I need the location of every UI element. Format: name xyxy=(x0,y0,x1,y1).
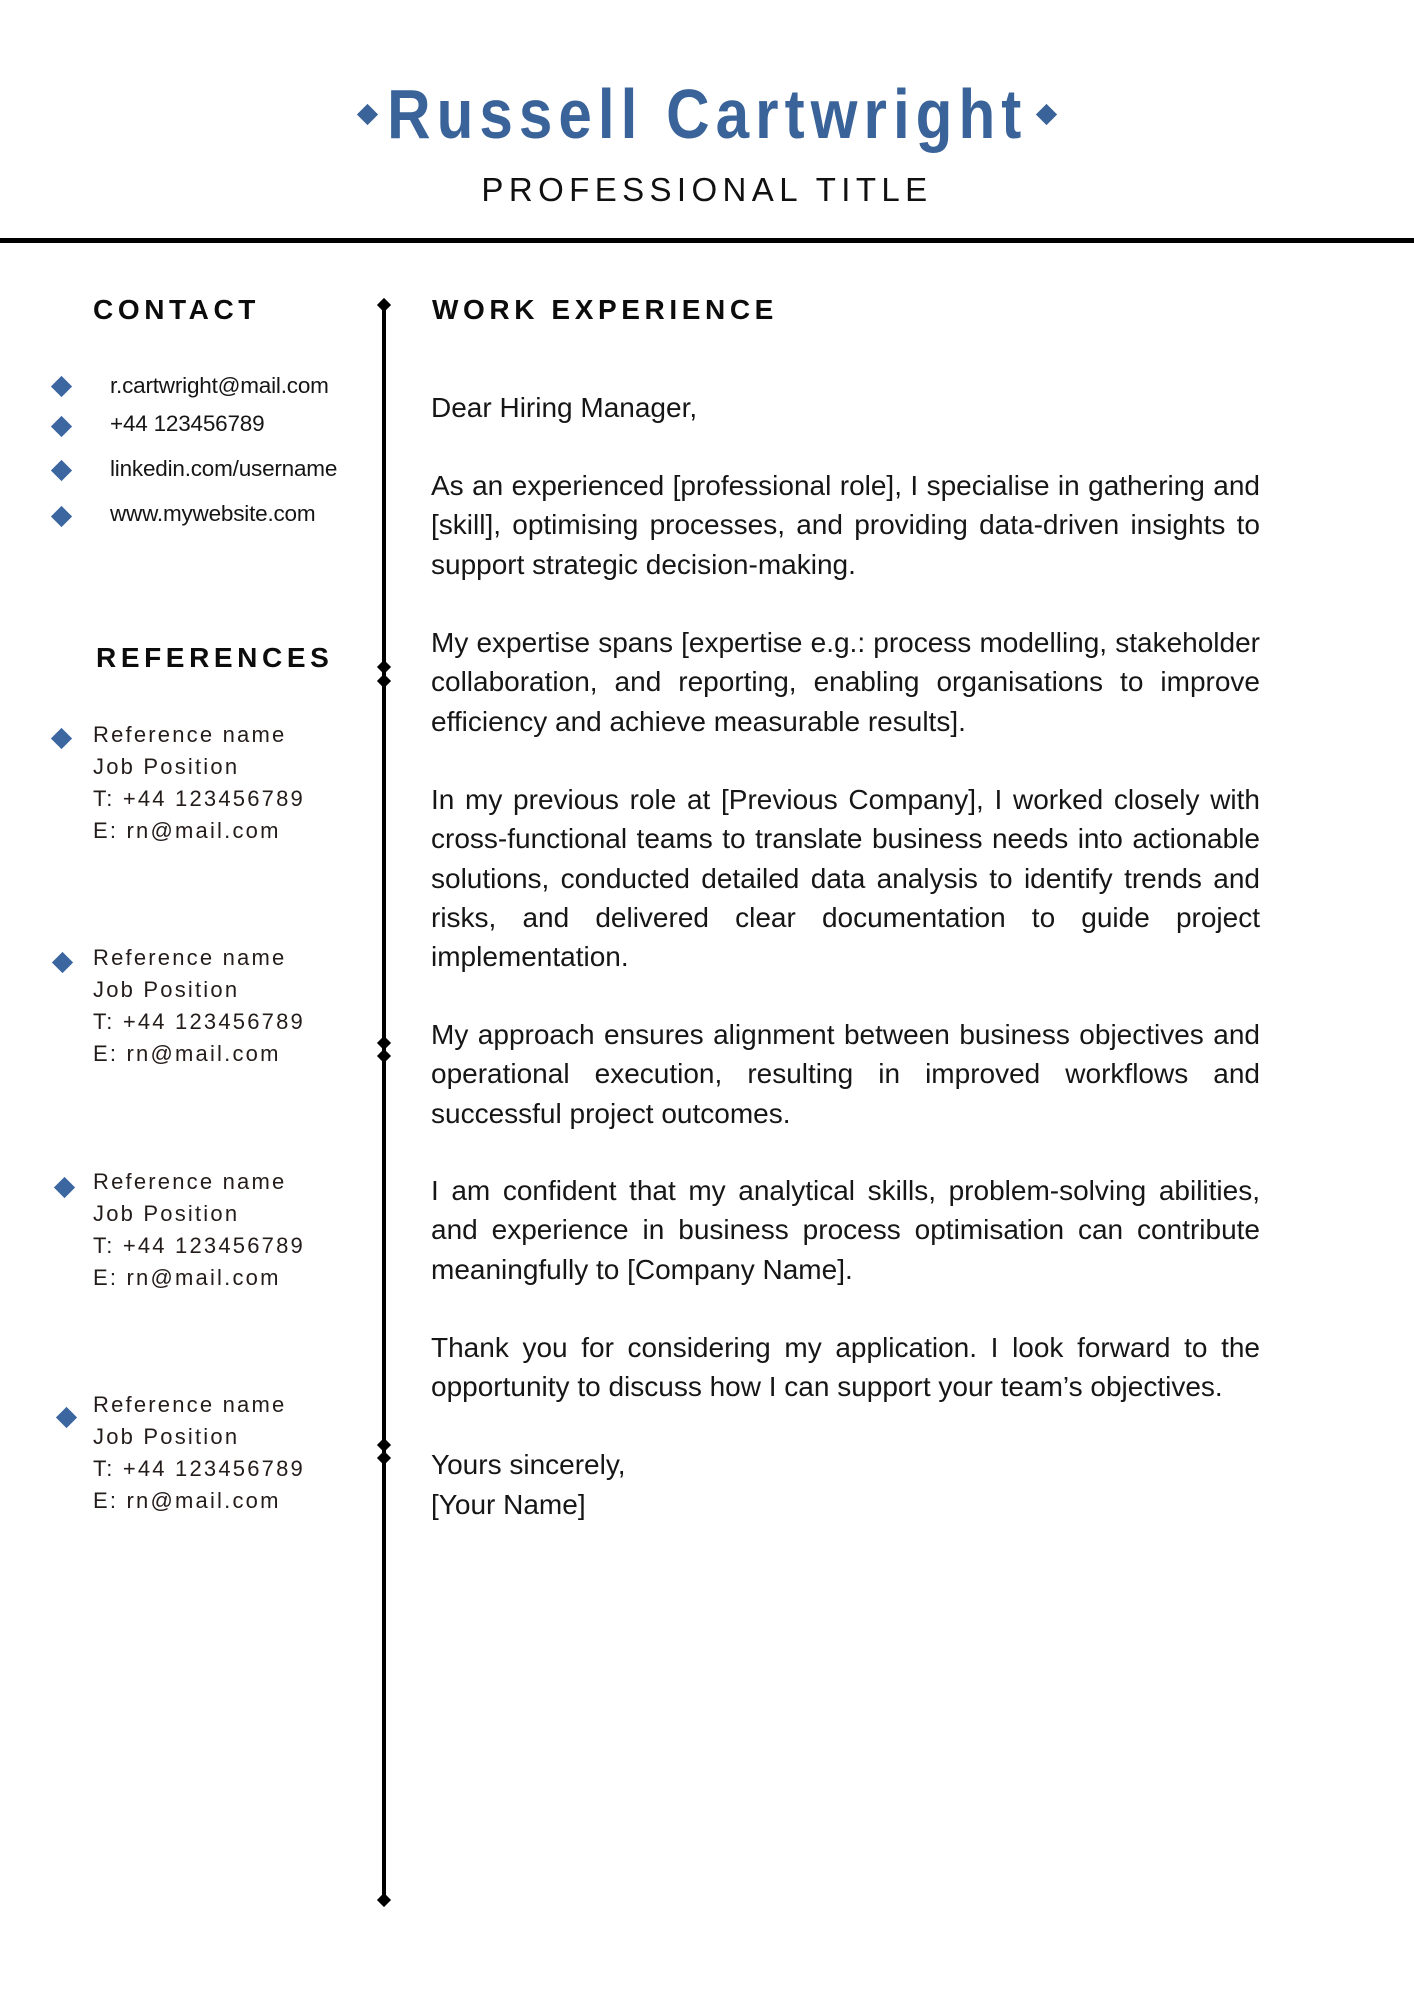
diamond-bullet-icon xyxy=(51,460,72,481)
reference-position: Job Position xyxy=(93,977,240,1002)
reference-email: E: rn@mail.com xyxy=(93,818,281,843)
letter-paragraph: My approach ensures alignment between business objectives and operational execution, resulting in improved workflows and successful project outcomes. xyxy=(431,1019,1260,1129)
contact-item-email xyxy=(0,371,370,401)
letter-paragraph: Thank you for considering my application. I look forward to the opportunity to discuss how I can support your team’s objectives. xyxy=(431,1332,1260,1403)
resume-header xyxy=(0,0,1414,244)
reference-position: Job Position xyxy=(93,754,240,779)
contact-linkedin[interactable]: linkedin.com/username xyxy=(110,456,338,481)
timeline-diamond-icon xyxy=(377,660,391,674)
diamond-bullet-icon xyxy=(54,1177,75,1198)
contact-email[interactable]: r.cartwright@mail.com xyxy=(110,373,329,398)
reference-phone: T: +44 123456789 xyxy=(93,786,305,811)
timeline-diamond-icon xyxy=(377,1893,391,1907)
contact-item-website xyxy=(0,499,370,529)
letter-paragraph: I am confident that my analytical skills, problem-solving abilities, and experience in business process optimisation can contribute meaningfully to [Company Name]. xyxy=(431,1175,1260,1285)
contact-phone: +44 123456789 xyxy=(110,411,265,436)
reference-email: E: rn@mail.com xyxy=(93,1265,281,1290)
work-experience-heading: WORK EXPERIENCE xyxy=(432,294,778,325)
reference-phone: T: +44 123456789 xyxy=(93,1009,305,1034)
reference-position: Job Position xyxy=(93,1201,240,1226)
signature: [Your Name] xyxy=(431,1489,586,1520)
diamond-bullet-icon xyxy=(56,1407,77,1428)
reference-email: E: rn@mail.com xyxy=(93,1488,281,1513)
diamond-ornament-icon xyxy=(1036,103,1057,124)
references-heading: REFERENCES xyxy=(96,642,334,673)
reference-name: Reference name xyxy=(93,1169,287,1194)
reference-name: Reference name xyxy=(93,1392,287,1417)
reference-name: Reference name xyxy=(93,722,287,747)
diamond-bullet-icon xyxy=(51,728,72,749)
reference-email: E: rn@mail.com xyxy=(93,1041,281,1066)
contact-heading: CONTACT xyxy=(93,294,260,325)
timeline-diamond-icon xyxy=(377,298,391,312)
timeline-diamond-icon xyxy=(377,1451,391,1465)
header-divider xyxy=(0,238,1414,243)
timeline-divider xyxy=(382,305,386,1901)
reference-position: Job Position xyxy=(93,1424,240,1449)
contact-item-linkedin xyxy=(0,454,370,484)
reference-item xyxy=(0,942,370,1074)
diamond-bullet-icon xyxy=(51,376,72,397)
salutation: Dear Hiring Manager, xyxy=(431,392,698,423)
timeline-diamond-icon xyxy=(377,674,391,688)
closing: Yours sincerely, xyxy=(431,1449,626,1480)
reference-phone: T: +44 123456789 xyxy=(93,1456,305,1481)
letter-paragraph: As an experienced [professional role], I specialise in gathering and [skill], optimising processes, and providing data-driven insights to support strategic decision-making. xyxy=(431,470,1260,580)
diamond-bullet-icon xyxy=(51,506,72,527)
reference-name: Reference name xyxy=(93,945,287,970)
applicant-name: Russell Cartwright xyxy=(386,75,1028,153)
letter-paragraph: In my previous role at [Previous Company], I worked closely with cross-functional teams to translate business needs into actionable solutions, conducted detailed data analysis to identify trends and risks, and delivered clear documentation to guide project implementation. xyxy=(431,784,1260,973)
professional-title: PROFESSIONAL TITLE xyxy=(481,171,933,208)
letter-paragraph: My expertise spans [expertise e.g.: process modelling, stakeholder collaboration, and reporting, enabling organisations to improve efficiency and achieve measurable results]. xyxy=(431,627,1260,737)
diamond-bullet-icon xyxy=(51,416,72,437)
reference-item xyxy=(0,719,370,851)
reference-phone: T: +44 123456789 xyxy=(93,1233,305,1258)
contact-website[interactable]: www.mywebsite.com xyxy=(110,501,316,526)
reference-item xyxy=(0,1166,370,1298)
contact-item-phone xyxy=(0,409,370,439)
name-row xyxy=(0,74,1414,154)
reference-item xyxy=(0,1389,370,1521)
diamond-bullet-icon xyxy=(52,952,73,973)
diamond-ornament-icon xyxy=(357,103,378,124)
timeline-diamond-icon xyxy=(377,1049,391,1063)
